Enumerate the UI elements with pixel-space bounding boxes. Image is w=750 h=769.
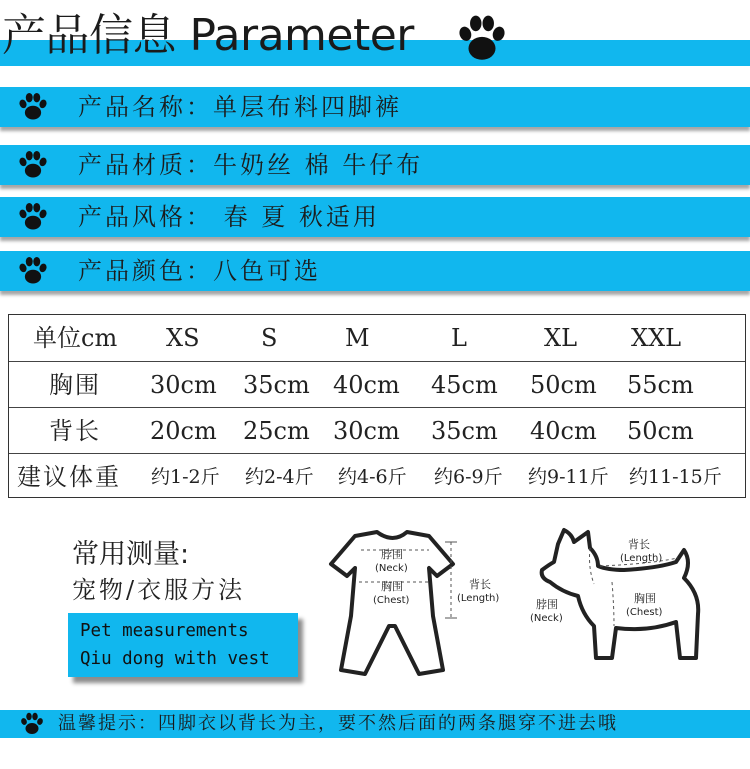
table-cell: 20cm <box>150 417 217 445</box>
paw-icon <box>14 202 52 236</box>
paw-icon <box>456 14 508 64</box>
table-header-cell: XL <box>544 324 578 352</box>
dog-length-en-label: (Length) <box>620 553 663 564</box>
size-table <box>8 314 746 498</box>
table-row <box>9 407 745 454</box>
info-bar-color <box>0 251 750 291</box>
dog-neck-en-label: (Neck) <box>530 613 563 624</box>
info-bar-material <box>0 145 750 185</box>
dog-diagram <box>528 522 723 672</box>
measure-subtitle: 宠物/衣服方法 <box>72 576 246 604</box>
table-cell: 约6-9斤 <box>434 466 503 488</box>
table-cell: 40cm <box>333 371 400 399</box>
paw-icon <box>14 150 52 184</box>
page-title-text: 产品信息 Parameter <box>2 10 414 61</box>
paw-icon <box>14 92 52 126</box>
dog-chest-en-label: (Chest) <box>626 607 663 618</box>
table-header-cell: XS <box>166 324 200 352</box>
table-cell: 约2-4斤 <box>245 466 314 488</box>
table-header-cell: S <box>261 324 278 352</box>
footer-bar <box>0 710 750 738</box>
table-row-label: 建议体重 <box>17 463 121 491</box>
table-row <box>9 453 745 500</box>
table-cell: 约4-6斤 <box>338 466 407 488</box>
page-title <box>2 6 414 66</box>
table-cell: 约1-2斤 <box>151 466 220 488</box>
paw-icon <box>14 256 52 290</box>
paw-icon <box>16 712 48 740</box>
table-cell: 30cm <box>150 371 217 399</box>
measure-title: 常用测量: <box>72 539 190 570</box>
table-cell: 约11-15斤 <box>629 466 722 488</box>
dog-chest-label: 胸围 <box>634 592 656 605</box>
garment-chest-label: 胸围 <box>381 580 403 593</box>
table-header-cell: M <box>345 324 370 352</box>
garment-diagram <box>325 528 520 688</box>
info-bar-text: 产品颜色：八色可选 <box>78 257 321 285</box>
table-cell: 40cm <box>530 417 597 445</box>
table-cell: 45cm <box>431 371 498 399</box>
table-cell: 约9-11斤 <box>528 466 609 488</box>
table-cell: 30cm <box>333 417 400 445</box>
table-cell: 50cm <box>627 417 694 445</box>
garment-chest-en-label: (Chest) <box>373 595 410 606</box>
info-bar-text: 产品风格： 春 夏 秋适用 <box>78 203 380 231</box>
table-cell: 50cm <box>530 371 597 399</box>
table-row-label: 背长 <box>49 417 101 445</box>
table-header-cell: 单位cm <box>33 324 118 352</box>
table-cell: 25cm <box>243 417 310 445</box>
english-line: Qiu dong with vest <box>80 649 270 669</box>
garment-length-en-label: (Length) <box>457 593 500 604</box>
table-cell: 35cm <box>243 371 310 399</box>
english-line: Pet measurements <box>80 621 249 641</box>
table-header-row <box>9 315 745 361</box>
info-bar-name <box>0 87 750 127</box>
garment-length-label: 背长 <box>469 578 491 591</box>
dog-neck-label: 脖围 <box>536 598 558 611</box>
info-bar-text: 产品名称：单层布料四脚裤 <box>78 93 402 121</box>
dog-length-label: 背长 <box>628 538 650 551</box>
table-cell: 55cm <box>627 371 694 399</box>
garment-neck-en-label: (Neck) <box>375 563 408 574</box>
english-note-box <box>68 613 298 677</box>
info-bar-text: 产品材质：牛奶丝 棉 牛仔布 <box>78 151 424 179</box>
footer-tip-text: 温馨提示：四脚衣以背长为主，要不然后面的两条腿穿不进去哦 <box>58 713 618 734</box>
table-row <box>9 361 745 408</box>
table-row-label: 胸围 <box>49 371 101 399</box>
table-header-cell: L <box>451 324 467 352</box>
table-cell: 35cm <box>431 417 498 445</box>
garment-neck-label: 脖围 <box>381 548 403 561</box>
table-header-cell: XXL <box>631 324 682 352</box>
info-bar-style <box>0 197 750 237</box>
